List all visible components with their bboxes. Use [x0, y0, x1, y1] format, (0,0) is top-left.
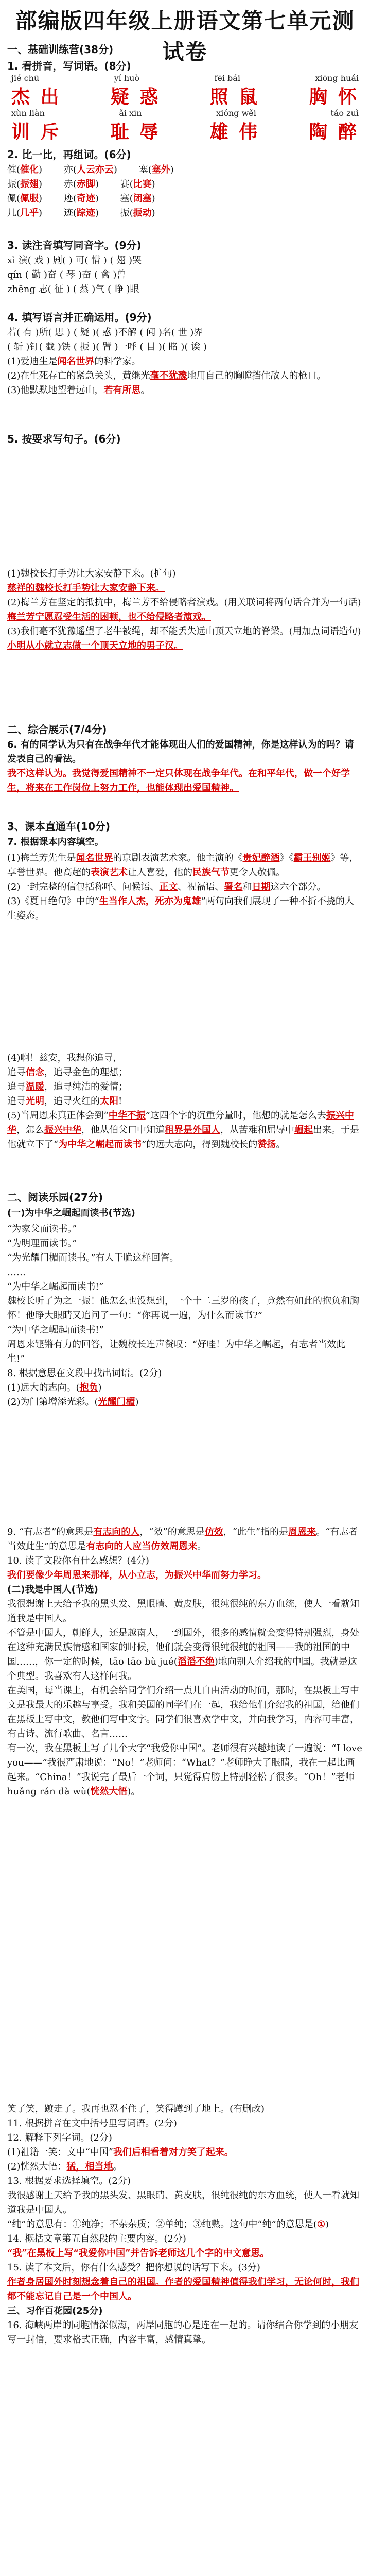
pinyin: xióng wěi	[216, 108, 256, 118]
q2-row: 催(催化) 亦(人云亦云) 塞(塞外)	[7, 164, 174, 175]
q5-a1: 慈祥的魏校长打手势让大家安静下来。	[7, 583, 165, 594]
q6-answer: 我不这样认为。我觉得爱国精神不一定只体现在战争年代。在和平年代，做一个好学生，将来在工作岗位上努力工作，也能体现出爱国精神。	[7, 768, 350, 793]
section-reading: 二、阅读乐园(27分)	[7, 1191, 103, 1204]
answer-word: 照 鼠	[209, 87, 260, 108]
q1-heading: 1. 看拼音，写词语。(8分)	[7, 60, 131, 72]
q2-row: 佩(佩服) 迹(奇迹) 塞(闭塞)	[7, 193, 155, 204]
answer-word: 胸 怀	[309, 87, 359, 108]
q1-answer-row-1	[7, 82, 363, 109]
pinyin: táo zuì	[330, 108, 359, 118]
page-title: 部编版四年级上册语文第七单元测试卷	[15, 9, 355, 64]
q3-rows	[7, 253, 363, 297]
q5-s2: (2)梅兰芳在坚定的抵抗中，梅兰芳不给侵略者演戏。(用关联词将两句话合并为一句话)	[7, 597, 361, 608]
q2-heading: 2. 比一比，再组词。(6分)	[7, 148, 131, 161]
answer-word: 雄 伟	[209, 122, 260, 143]
q4-body	[7, 326, 363, 398]
q3-row: qín ( 勤 )奋 ( 琴 )奋 ( 禽 )兽	[7, 269, 126, 280]
q6-body	[7, 738, 363, 795]
answer-word: 训 斥	[11, 122, 61, 143]
q5-body	[7, 567, 363, 653]
q1-pinyin-row-2	[7, 108, 363, 118]
q5-a2: 梅兰芳宁愿忍受生活的困顿，也不给侵略者演戏。	[7, 612, 211, 622]
answer-word: 耻 辱	[110, 122, 161, 143]
pinyin: xiōng huái	[315, 73, 359, 83]
q7-heading: 3、课本直通车(10分)	[7, 820, 111, 833]
q3-row: xì 演( 戏 ) 剧( ) 可( 惜 ) ( 翅 )哭	[7, 255, 142, 266]
q8-body	[7, 1051, 363, 1152]
pinyin: jié chū	[11, 73, 40, 83]
q8-s2: 追寻信念，追寻金色的理想；	[7, 1067, 128, 1078]
q4-s3: (3)他默默地望着远山，若有所思。	[7, 385, 150, 396]
q5-s3: (3)我们毫不犹豫遥望了老牛被绳，却不能丢失远山顶天立地的脊梁。(用加点词语造句)	[7, 626, 361, 637]
q8-s5: (5)当周恩来真正体会到“中华不振”这四个字的沉重分量时，他想的就是怎么去振兴中华，怎么振兴中华，他从伯父口中知道租界是外国人，从苦难和屈辱中崛起出来。于是他就立下了“为中华之崛起而读书”的远大志向，得到魏校长的赞扬。	[7, 1110, 359, 1150]
answer-word: 杰 出	[11, 87, 61, 108]
q4-heading: 4. 填写语言并正确运用。(9分)	[7, 311, 152, 324]
q4-row: 若( 有 )所( 思 ) ( 疑 )( 惑 )不解 ( 闻 )名( 世 )界	[7, 327, 203, 338]
answer-word: 疑 惑	[110, 87, 161, 108]
reading-a-body: “为家父而读书。” “为明理而读书。” “为光耀门楣而读书。”有人干脆这样回答。 …… “为中华之崛起而读书!” 魏校长听了为之一振！他怎么也没想到，一个十二三岁的孩子，竟然有如此的抱负和胸怀！他睁大眼睛又追问了一句：“你再说一遍，为什么而读书?” “为中华之崛起而读书!” 周恩来铿锵有力的回答，让魏校长连声赞叹：“好哇！为中华之崛起，有志者当效此生!” 8. 根据意思在文段中找出词语。(2分) (1)远大的志向。(抱负) (2)为门第增添光彩。(光耀门楣)	[7, 1224, 359, 1408]
pinyin: yí huò	[114, 73, 140, 83]
q5-s1: (1)魏校长打手势让大家安静下来。(扩句)	[7, 568, 176, 579]
q4-row: ( 斩 )钉( 截 )铁 ( 振 )( 臂 )一呼 ( 目 )( 睹 )( 诶 )	[7, 342, 207, 352]
q7-s1: (1)梅兰芳先生是闻名世界的京剧表演艺术家。他主演的《贵妃醉酒》《霸王别姬》等，享誉世界。他高超的表演艺术让人喜爱，他的民族气节更令人敬佩。	[7, 853, 359, 878]
q7-sub: 7. 根据课本内容填空。	[7, 837, 104, 848]
q3-heading: 3. 读注音填写同音字。(9分)	[7, 239, 142, 251]
q1-answer-row-2	[7, 117, 363, 144]
reading-q11-q16: 笑了笑，踱走了。我再也忍不住了，笑得蹲到了地上。(有删改) 11. 根据拼音在文中括号里写词语。(2分) 12. 解释下列字词。(2分) (1)祖籍一笑：文中“中国”我们后相看着对方笑了起来。 (2)恍然大悟：猛，相当地。 13. 根据要求选择填空。(2分) 我很感谢上天给予我的黑头发、黑眼睛、黄皮肤，很纯很纯的东方血统，使人一看就知道我是中国人。 “纯”的意思有：①纯净；不杂杂质；②单纯；③纯熟。这句中“纯”的意思是(①) 14. 概括文章第五自然段的主要内容。(2分) “我”在黑板上写“我爱你中国”并告诉老师这几个字的中文意思。 15. 读了本文后，你有什么感受？把你想说的话写下来。(3分) 作者身居国外时刻想念着自己的祖国。作者的爱国精神值得我们学习，无论何时，我们都不能忘记自己是一个中国人。 三、习作百花园(25分) 16. 海峡两岸的同胞情深似海，两岸同胞的心是连在一起的。请你结合你学到的小朋友写一封信，要求格式正确，内容丰富，感情真挚。	[7, 2104, 359, 2345]
answer-word: 陶 醉	[309, 122, 359, 143]
q5-a3: 小明从小就立志做一个顶天立地的男子汉。	[7, 640, 183, 651]
q6-heading: 二、综合展示(7/4分)	[7, 723, 107, 736]
section-basics: 一、基础训练营(38分)	[7, 43, 114, 56]
q4-s2: (2)在生死存亡的紧急关头，黄继光毫不犹豫地用自己的胸膛挡住敌人的枪口。	[7, 370, 326, 381]
q8-s1: (4)啊！兹安，我想你追寻，	[7, 1053, 122, 1063]
q2-row: 几(几乎) 迹(踪迹) 振(振动)	[7, 208, 155, 218]
reading-q9-q10: 9. “有志者”的意思是有志向的人，“效”的意思是仿效，“此生”指的是周恩来。“有志者当效此生”的意思是有志向的人应当仿效周恩来。 10. 读了文段你有什么感想？(4分) 我们要像少年周恩来那样，从小立志，为振兴中华而努力学习。 (二)我是中国人(节选) 我很想谢上天给予我的黑头发、黑眼睛、黄皮肤，很纯很纯的东方血统，使人一看就知道我是中国人。 不管是中国人，朝鲜人，还是越南人，一到国外，很多的感情就会变得特别强烈，身处在这种充满民族情感和国家的时候，他们就会变得很纯很纯的祖国——我的祖国的中国……，你一定的时候，tāo tāo bù jué(滔滔不绝)地向别人介绍我的中国。我就是这个典型。我喜欢有人这样问我。 在美国，每当课上，有机会给同学们介绍一点儿自由活动的时间，那时，在黑板上写中文是我最大的乐趣与享受。我和美国的同学们在一起，我给他们介绍我的祖国，给他们在黑板上写中文，教他们写中文字。同学们很喜欢学中文，并向我学习，内容可丰富，有古诗、流行歌曲、名言…… 有一次，我在黑板上写了几个大字“我爱你中国”。老师很有兴趣地读了一遍说：“I love you——”我很严肃地说：“No！”老师问：“What？”老师睁大了眼睛，我在一起比画起来。“China！”我说完了最后一个词，只觉得肩膀上特别轻松了很多。“Oh！”老师huǎng rán dà wù(恍然大悟)。	[7, 1527, 362, 1797]
q8-s4: 追寻光明，追寻火红的太阳!	[7, 1096, 122, 1107]
q2-grid	[7, 163, 363, 221]
q7-s3: (3)《夏日绝句》中的“生当作人杰，死亦为鬼雄”两句向我们展现了一种不折不挠的人生姿态。	[7, 896, 354, 921]
pinyin: xùn liàn	[11, 108, 45, 118]
q8-s3: 追寻温暖，追寻纯洁的爱情；	[7, 1081, 128, 1092]
q1-pinyin-row-1	[7, 73, 363, 83]
q7-s2: (2)一封完整的信包括称呼、问候语、正文、祝福语、署名和日期这六个部分。	[7, 882, 326, 892]
q7-body	[7, 851, 363, 923]
q4-s1: (1)爱迪生是闻名世界的科学家。	[7, 356, 141, 367]
q2-row: 振(振翅) 赤(赤脚) 赛(比赛)	[7, 179, 155, 190]
q3-row: zhēng 志( 征 ) ( 蒸 )气 ( 睁 )眼	[7, 284, 139, 295]
q6-question: 6. 有的同学认为只有在战争年代才能体现出人们的爱国精神，你是这样认为的吗？请发表自己的看法。	[7, 739, 354, 765]
pinyin: fēi bái	[214, 73, 240, 83]
q5-heading: 5. 按要求写句子。(6分)	[7, 433, 121, 445]
pinyin: ǎi xīn	[119, 108, 142, 118]
reading-a-title: (一)为中华之崛起而读书(节选)	[7, 1208, 135, 1218]
